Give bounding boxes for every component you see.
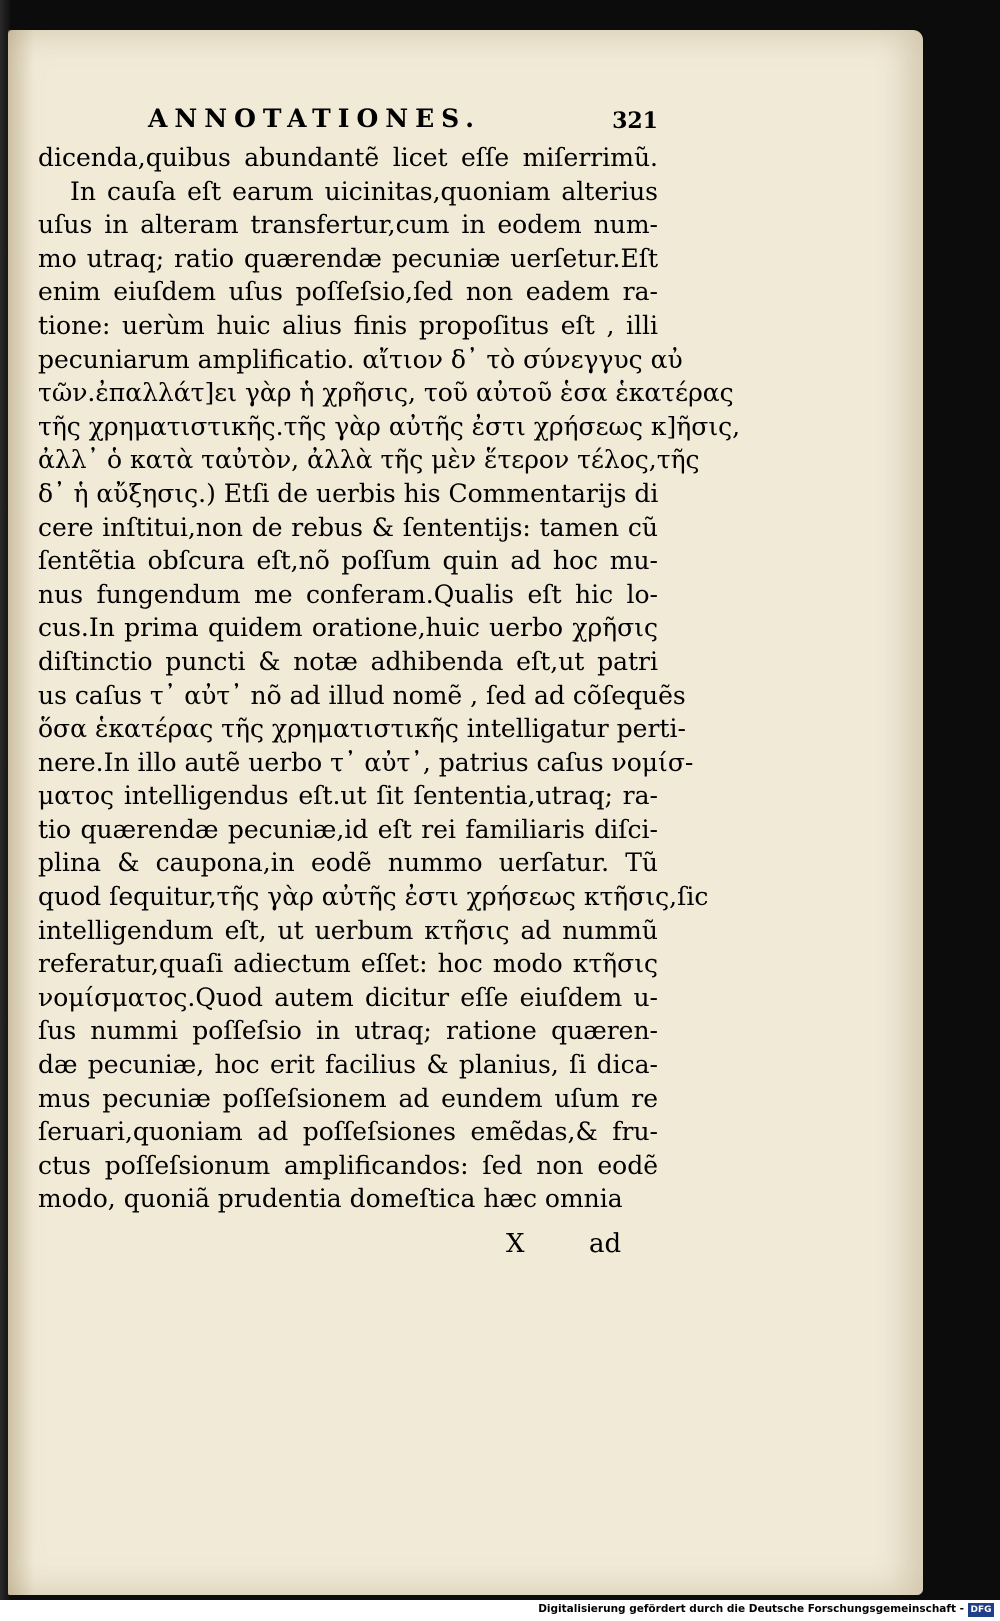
text-line: tione: uerùm huic alius finis propoſitus eſt , illi xyxy=(38,310,658,340)
greek-text-line: τῶν.ἐπαλλάτ]ει γὰρ ἡ χρῆσις, τοῦ αὐτοῦ ἑσα ἑκατέρας xyxy=(38,378,734,408)
text-line: In cauſa eſt earum uicinitas,quoniam alterius xyxy=(70,176,658,206)
text-line: tio quærendæ pecuniæ,id eſt rei familiaris diſci- xyxy=(38,814,658,844)
greek-text-line: τῆς χρηματιστικῆς.τῆς γὰρ αὐτῆς ἐστι χρήσεως κ]ῆσις, xyxy=(38,411,741,441)
catchword-line xyxy=(38,1229,658,1263)
text-line: referatur,quaſi adiectum eſſet: hoc modo κτῆσις xyxy=(38,949,658,979)
dfg-logo: DFG xyxy=(968,1603,994,1617)
text-line: us caſus τ᾽ αὐτ᾽ nõ ad illud nomẽ , ſed ad cõſequẽs xyxy=(38,680,686,710)
funding-notice: Digitalisierung gefördert durch die Deutsche Forschungsgemeinschaft - xyxy=(538,1603,964,1615)
running-head xyxy=(38,100,658,140)
text-line: ὅσα ἑκατέρας τῆς χρηματιστικῆς intelligatur perti- xyxy=(38,714,686,744)
text-line: dæ pecuniæ, hoc erit facilius & planius, ſi dica- xyxy=(38,1050,658,1080)
text-line: plina & caupona,in eodẽ nummo uerſatur. Tũ xyxy=(38,848,658,878)
text-line: cere inſtitui,non de rebus & ſententijs: tamen cũ xyxy=(38,512,658,542)
text-line: mo utraq; ratio quærendæ pecuniæ uerſetur.Eſt xyxy=(38,243,658,273)
text-line: enim eiuſdem uſus poſſeſsio,ſed non eadem ra- xyxy=(38,277,658,307)
text-line: δ᾽ ἡ αὔξησις.) Etſi de uerbis his Commentarijs di xyxy=(38,478,659,508)
digitization-footer xyxy=(0,1600,1000,1621)
text-line: nere.In illo autẽ uerbo τ᾽ αὐτ᾽, patrius caſus νομίσ- xyxy=(38,747,694,777)
text-line: modo, quoniã prudentia domeſtica hæc omnia xyxy=(38,1184,623,1214)
catchword: ad xyxy=(589,1229,622,1259)
text-line: ſentẽtia obſcura eſt,nõ poſſum quin ad hoc mu- xyxy=(38,546,658,576)
text-line: ματος intelligendus eſt.ut ſit ſententia,utraq; ra- xyxy=(38,781,658,811)
signature-mark: X xyxy=(506,1229,525,1259)
running-head-title: ANNOTATIONES. xyxy=(148,104,481,133)
text-line: quod ſequitur,τῆς γὰρ αὐτῆς ἐστι χρήσεως κτῆσις,ſic xyxy=(38,882,709,912)
text-line: uſus in alteram transfertur,cum in eodem num- xyxy=(38,210,658,240)
text-body xyxy=(38,141,741,1216)
text-line: νομίσματος.Quod autem dicitur eſſe eiuſdem u- xyxy=(38,982,658,1012)
text-line: ſeruari,quoniam ad poſſeſsiones emẽdas,& fru- xyxy=(38,1117,658,1147)
page-number: 321 xyxy=(612,108,658,134)
text-line: diſtinctio puncti & notæ adhibenda eſt,ut patri xyxy=(38,646,658,676)
text-line: intelligendum eſt, ut uerbum κτῆσις ad nummũ xyxy=(38,915,658,945)
gutter-shadow xyxy=(8,30,34,1595)
text-line: dicenda,quibus abundantẽ licet eſſe miſerrimũ. xyxy=(38,143,658,172)
text-line: ctus poſſeſsionum amplificandos: ſed non eodẽ xyxy=(38,1150,658,1180)
text-line: ſus nummi poſſeſsio in utraq; ratione quæren- xyxy=(38,1016,658,1046)
text-line: cus.In prima quidem oratione,huic uerbo χρῆσις xyxy=(38,613,658,643)
text-line: pecuniarum amplificatio. αἴτιον δ᾽ τὸ σύνεγγυς αὐ xyxy=(38,344,683,374)
text-line: nus fungendum me conferam.Qualis eſt hic lo- xyxy=(38,579,658,609)
text-line: mus pecuniæ poſſeſsionem ad eundem uſum re xyxy=(38,1083,658,1113)
greek-text-line: ἀλλ᾽ ὁ κατὰ ταὐτὸν, ἀλλὰ τῆς μὲν ἕτερον τέλος,τῆς xyxy=(38,445,700,475)
